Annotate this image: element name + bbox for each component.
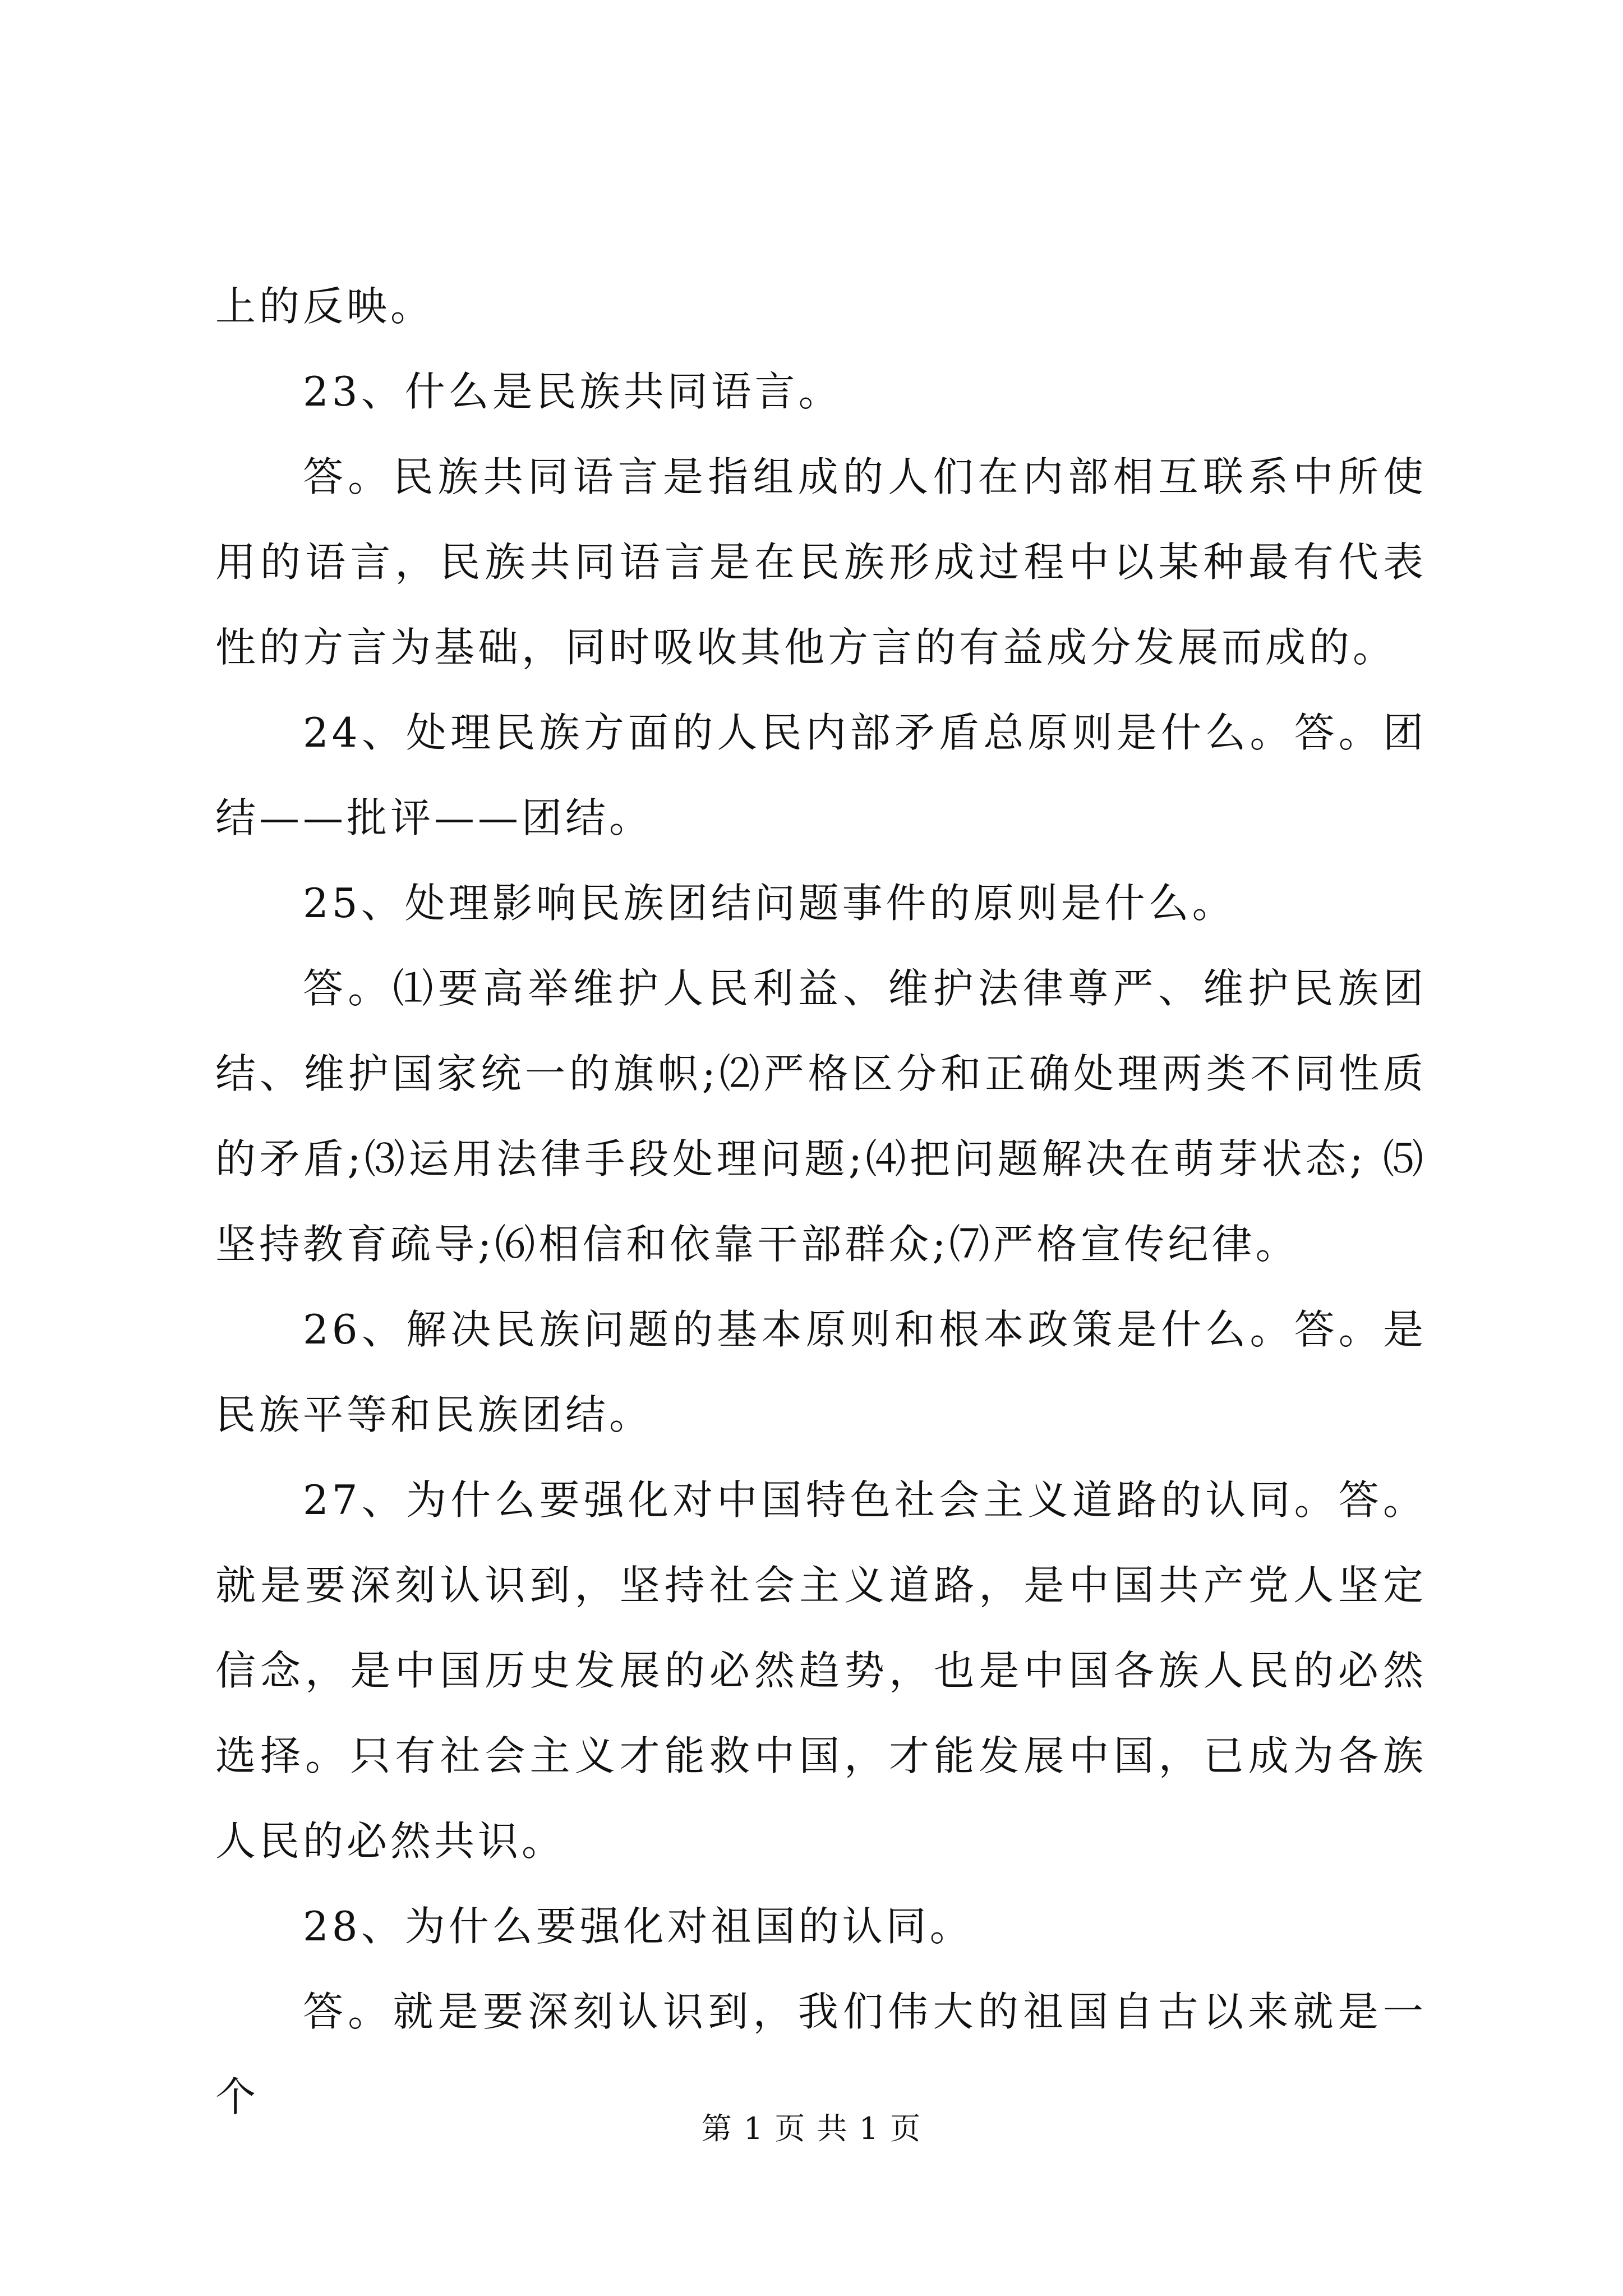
question-28: 28、为什么要强化对祖国的认同。 <box>303 1903 974 1950</box>
answer-23: 答。民族共同语言是指组成的人们在内部相互联系中所使用的语言，民族共同语言是在民族形成过程中以某种最有代表性的方言为基础，同时吸收其他方言的有益成分发展而成的。 <box>215 453 1427 671</box>
question-23: 23、什么是民族共同语言。 <box>303 368 842 415</box>
question-answer-26: 26、解决民族问题的基本原则和根本政策是什么。答。是民族平等和民族团结。 <box>215 1306 1427 1438</box>
paragraph-continuation: 上的反映。 <box>215 283 435 330</box>
answer-28: 答。就是要深刻认识到，我们伟大的祖国自古以来就是一个 <box>215 1988 1427 2120</box>
question-25: 25、处理影响民族团结问题事件的原则是什么。 <box>303 880 1236 927</box>
page-footer: 第 1 页 共 1 页 <box>701 2111 922 2146</box>
question-answer-27: 27、为什么要强化对中国特色社会主义道路的认同。答。就是要深刻认识到，坚持社会主义道路，是中国共产党人坚定信念，是中国历史发展的必然趋势，也是中国各族人民的必然选择。只有社会主义才能救中国，才能发展中国，已成为各族人民的必然共识。 <box>215 1476 1427 1865</box>
question-answer-24: 24、处理民族方面的人民内部矛盾总原则是什么。答。团结——批评——团结。 <box>215 709 1427 841</box>
answer-25: 答。⑴要高举维护人民利益、维护法律尊严、维护民族团结、维护国家统一的旗帜;⑵严格区分和正确处理两类不同性质的矛盾;⑶运用法律手段处理问题;⑷把问题解决在萌芽状态; ⑸坚持教育疏导;⑹相信和依靠干部群众;⑺严格宣传纪律。 <box>215 965 1427 1268</box>
document-body <box>215 264 1427 2139</box>
